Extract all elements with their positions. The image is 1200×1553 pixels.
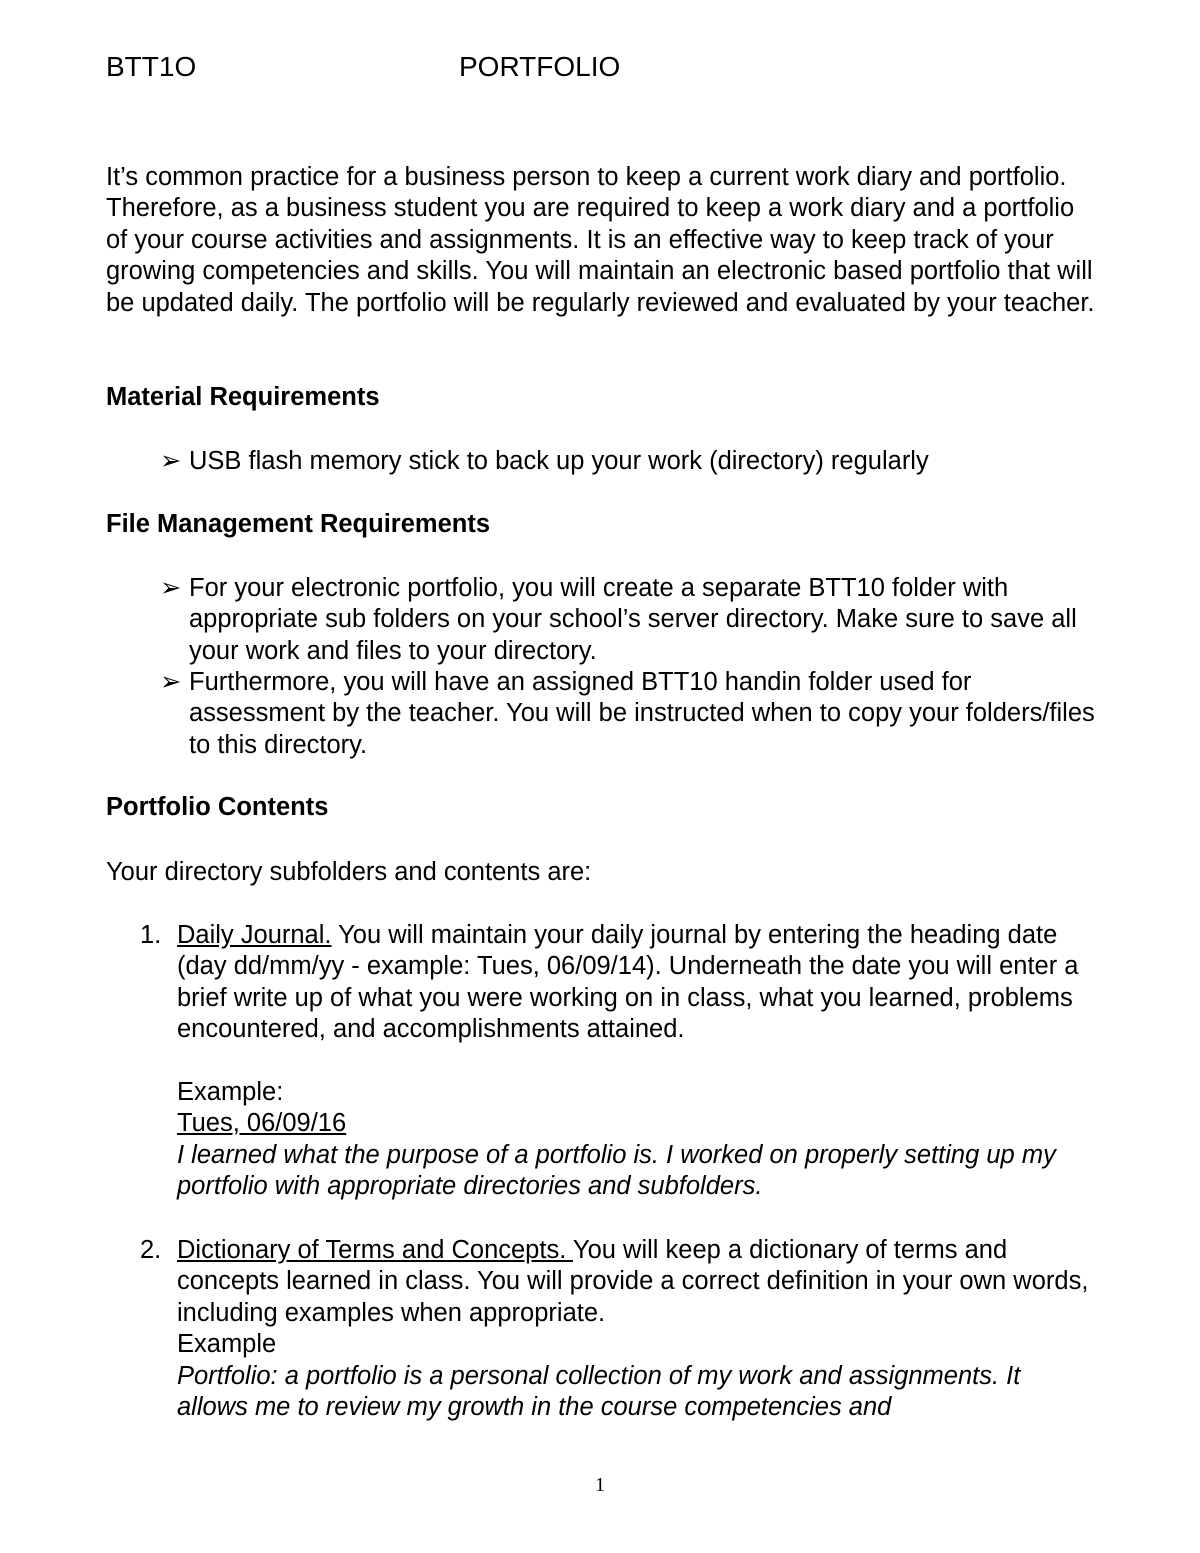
example-label: Example:: [177, 1078, 284, 1107]
example-label: Example: [177, 1330, 277, 1359]
arrow-bullet-icon: ➢: [160, 447, 182, 475]
arrow-bullet-icon: ➢: [160, 668, 182, 696]
file-management-heading: File Management Requirements: [106, 510, 491, 538]
list-item-text: Furthermore, you will have an assigned BTT10 handin folder used for assessment by the teacher. You will be instructed when to copy your folders/files to this directory.: [189, 668, 1095, 759]
item-title: Daily Journal.: [177, 921, 332, 949]
list-item-text: USB flash memory stick to back up your work (directory) regularly: [189, 447, 929, 475]
page-title: PORTFOLIO: [459, 51, 621, 82]
example-text: I learned what the purpose of a portfolio is. I worked on properly setting up my portfolio with appropriate directories and subfolders.: [177, 1140, 1056, 1201]
material-requirements-heading: Material Requirements: [106, 383, 380, 411]
item-number: 1.: [140, 921, 162, 949]
example-date: Tues, 06/09/16: [177, 1109, 347, 1138]
portfolio-contents-heading: Portfolio Contents: [106, 793, 329, 821]
item-title: Dictionary of Terms and Concepts.: [177, 1236, 573, 1264]
item-description: You will keep a dictionary of terms and concepts learned in class. You will provide a correct definition in your own words, including examples when appropriate.: [177, 1236, 1089, 1327]
course-code: BTT1O: [106, 51, 197, 82]
item-paragraph: [177, 1235, 1097, 1329]
arrow-bullet-icon: ➢: [160, 574, 182, 602]
item-description: You will maintain your daily journal by entering the heading date (day dd/mm/yy - example: Tues, 06/09/14). Underneath the date you will enter a brief write up of what you were working on in class, what you learned, problems encountered, and accomplishments attained.: [177, 921, 1079, 1044]
portfolio-intro: Your directory subfolders and contents are:: [106, 858, 592, 886]
item-paragraph: [177, 920, 1097, 1046]
item-number: 2.: [140, 1236, 162, 1264]
page-number: 1: [595, 1474, 605, 1496]
example-text: Portfolio: a portfolio is a personal collection of my work and assignments. It allows me to review my growth in the course competencies and: [177, 1361, 1021, 1422]
intro-paragraph: It’s common practice for a business person to keep a current work diary and portfolio. Therefore, as a business student you are required to keep a work diary and a portfolio of your course activities and assignments. It is an effective way to keep track of your growing competencies and skills. You will maintain an electronic based portfolio that will be updated daily. The portfolio will be regularly reviewed and evaluated by your teacher.: [106, 163, 1095, 317]
list-item-text: For your electronic portfolio, you will create a separate BTT10 folder with appropriate sub folders on your school’s server directory. Make sure to save all your work and files to your directory.: [189, 574, 1077, 665]
